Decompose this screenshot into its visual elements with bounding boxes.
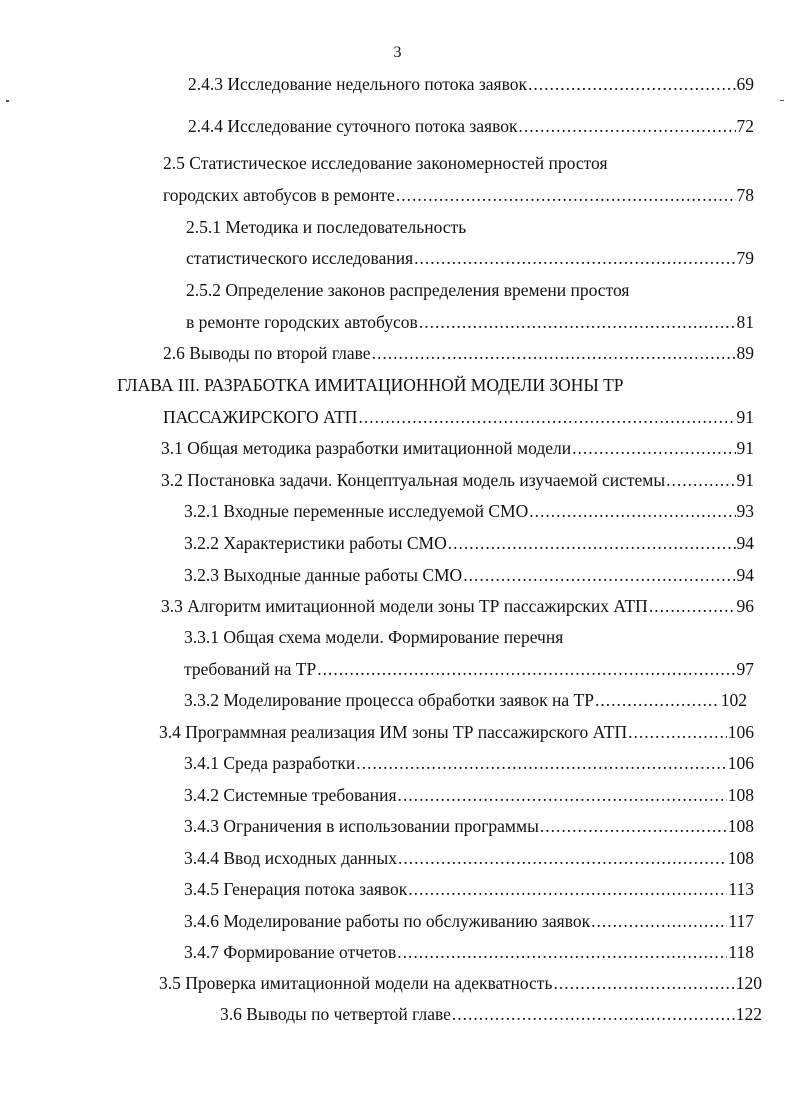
- toc-entry-title: 2.5 Статистическое исследование закономерностей простоя: [163, 153, 608, 173]
- toc-entry-title: 2.4.4 Исследование суточного потока заявок: [188, 116, 518, 136]
- toc-entry-page: 94: [736, 533, 754, 553]
- dot-leader: [595, 688, 720, 712]
- toc-entry: [188, 72, 754, 96]
- toc-entry: [163, 151, 608, 175]
- toc-entry-title: 3.2.1 Входные переменные исследуемой СМО: [184, 501, 529, 521]
- toc-entry: [184, 688, 747, 712]
- toc-entry-page: 102: [720, 690, 747, 710]
- toc-entry-page: 81: [736, 312, 754, 332]
- toc-entry: [184, 625, 563, 649]
- toc-chapter-heading: [117, 373, 624, 397]
- toc-entry-title: 3.2.2 Характеристики работы СМО: [184, 533, 447, 553]
- dot-leader: [372, 341, 736, 365]
- toc-entry-page: 122: [735, 1004, 762, 1024]
- toc-entry-page: 106: [727, 722, 754, 742]
- toc-entry-title: требований на ТР: [184, 659, 317, 679]
- dot-leader: [398, 846, 727, 870]
- toc-entry: [159, 720, 754, 744]
- toc-entry-page: 91: [736, 470, 754, 490]
- dot-leader: [666, 468, 735, 492]
- toc-entry-page: 94: [736, 565, 754, 585]
- toc-entry-page: 117: [728, 911, 754, 931]
- toc-entry-page: 91: [736, 438, 754, 458]
- toc-entry: [184, 751, 754, 775]
- dot-leader: [591, 909, 727, 933]
- toc-entry-page: 93: [736, 501, 754, 521]
- dot-leader: [529, 499, 735, 523]
- toc-entry: [184, 877, 754, 901]
- toc-entry-title: в ремонте городских автобусов: [186, 312, 418, 332]
- toc-entry-title: 3.3.1 Общая схема модели. Формирование перечня: [184, 627, 564, 647]
- toc-entry-page: 97: [736, 659, 754, 679]
- page-number: 3: [393, 44, 402, 61]
- toc-entry-title: 3.6 Выводы по четвертой главе: [220, 1004, 451, 1024]
- toc-entry: [159, 971, 762, 995]
- dot-leader: [540, 814, 727, 838]
- toc-entry: [161, 436, 754, 460]
- toc-entry: [186, 278, 629, 302]
- dot-leader: [649, 594, 736, 618]
- toc-entry-page: 79: [736, 248, 754, 268]
- toc-entry-page: 108: [727, 848, 754, 868]
- toc-entry-page: 91: [736, 407, 754, 427]
- toc-entry-title: 3.4.6 Моделирование работы по обслуживанию заявок: [184, 911, 591, 931]
- toc-entry: [186, 246, 754, 270]
- toc-entry: [220, 1002, 762, 1026]
- toc-entry-page: 108: [727, 816, 754, 836]
- toc-entry: [184, 814, 754, 838]
- toc-entry: [184, 783, 754, 807]
- toc-entry-title: 2.4.3 Исследование недельного потока заявок: [188, 74, 527, 94]
- toc-entry: [163, 405, 754, 429]
- toc-entry: [184, 563, 754, 587]
- dot-leader: [356, 751, 726, 775]
- toc-entry-title: 3.4 Программная реализация ИМ зоны ТР пассажирского АТП: [159, 722, 628, 742]
- toc-entry: [163, 183, 754, 207]
- toc-entry-title: 3.4.3 Ограничения в использовании программы: [184, 816, 539, 836]
- toc-entry: [161, 468, 754, 492]
- toc-entry: [188, 114, 754, 138]
- toc-entry-page: 72: [736, 116, 754, 136]
- dot-leader: [396, 183, 736, 207]
- toc-entry-title: 3.2 Постановка задачи. Концептуальная модель изучаемой системы: [161, 470, 666, 490]
- toc-entry-title: 3.3.2 Моделирование процесса обработки заявок на ТР: [184, 690, 594, 710]
- toc-entry-title: 3.5 Проверка имитационной модели на адекватность: [159, 973, 553, 993]
- toc-entry-page: 106: [727, 753, 754, 773]
- toc-entry-title: 2.6 Выводы по второй главе: [163, 343, 371, 363]
- toc-entry: [184, 657, 754, 681]
- dot-leader: [419, 310, 736, 334]
- toc-entry-page: 120: [735, 973, 762, 993]
- scan-speck: [780, 100, 784, 101]
- toc-entry-title: городских автобусов в ремонте: [163, 185, 395, 205]
- toc-entry: [184, 940, 754, 964]
- dot-leader: [317, 657, 735, 681]
- toc-entry-title: 3.3 Алгоритм имитационной модели зоны ТР пассажирских АТП: [161, 596, 648, 616]
- toc-entry-page: 108: [727, 785, 754, 805]
- toc-entry-title: 3.4.5 Генерация потока заявок: [184, 879, 408, 899]
- toc-entry-title: 2.5.1 Методика и последовательность: [186, 217, 467, 237]
- toc-entry-title: ГЛАВА III. РАЗРАБОТКА ИМИТАЦИОННОЙ МОДЕЛИ ЗОНЫ ТР: [117, 375, 624, 395]
- toc-entry-title: 3.4.1 Среда разработки: [184, 753, 356, 773]
- dot-leader: [553, 971, 734, 995]
- toc-entry-title: 3.1 Общая методика разработки имитационной модели: [161, 438, 572, 458]
- dot-leader: [414, 246, 735, 270]
- toc-entry-page: 78: [736, 185, 754, 205]
- dot-leader: [452, 1002, 735, 1026]
- toc-entry: [184, 909, 754, 933]
- dot-leader: [518, 114, 735, 138]
- toc-entry-title: ПАССАЖИРСКОГО АТП: [163, 407, 358, 427]
- dot-leader: [448, 531, 736, 555]
- dot-leader: [528, 72, 736, 96]
- toc-entry: [186, 215, 466, 239]
- toc-entry-title: 3.2.3 Выходные данные работы СМО: [184, 565, 463, 585]
- dot-leader: [628, 720, 727, 744]
- toc-entry: [186, 310, 754, 334]
- dot-leader: [397, 940, 727, 964]
- dot-leader: [463, 563, 735, 587]
- dot-leader: [572, 436, 735, 460]
- toc-entry: [163, 341, 754, 365]
- scan-speck: [6, 100, 9, 102]
- dot-leader: [398, 783, 727, 807]
- toc-entry-title: 2.5.2 Определение законов распределения времени простоя: [186, 280, 630, 300]
- toc-entry: [161, 594, 754, 618]
- dot-leader: [408, 877, 727, 901]
- toc-entry: [184, 846, 754, 870]
- toc-entry: [184, 499, 754, 523]
- toc-entry-title: статистического исследования: [186, 248, 414, 268]
- toc-entry-page: 96: [736, 596, 754, 616]
- toc-entry-page: 113: [728, 879, 754, 899]
- toc-entry-title: 3.4.4 Ввод исходных данных: [184, 848, 398, 868]
- toc-entry-title: 3.4.7 Формирование отчетов: [184, 942, 397, 962]
- toc-entry: [184, 531, 754, 555]
- toc-entry-page: 69: [736, 74, 754, 94]
- dot-leader: [358, 405, 735, 429]
- toc-entry-page: 89: [736, 343, 754, 363]
- toc-entry-title: 3.4.2 Системные требования: [184, 785, 397, 805]
- toc-entry-page: 118: [728, 942, 754, 962]
